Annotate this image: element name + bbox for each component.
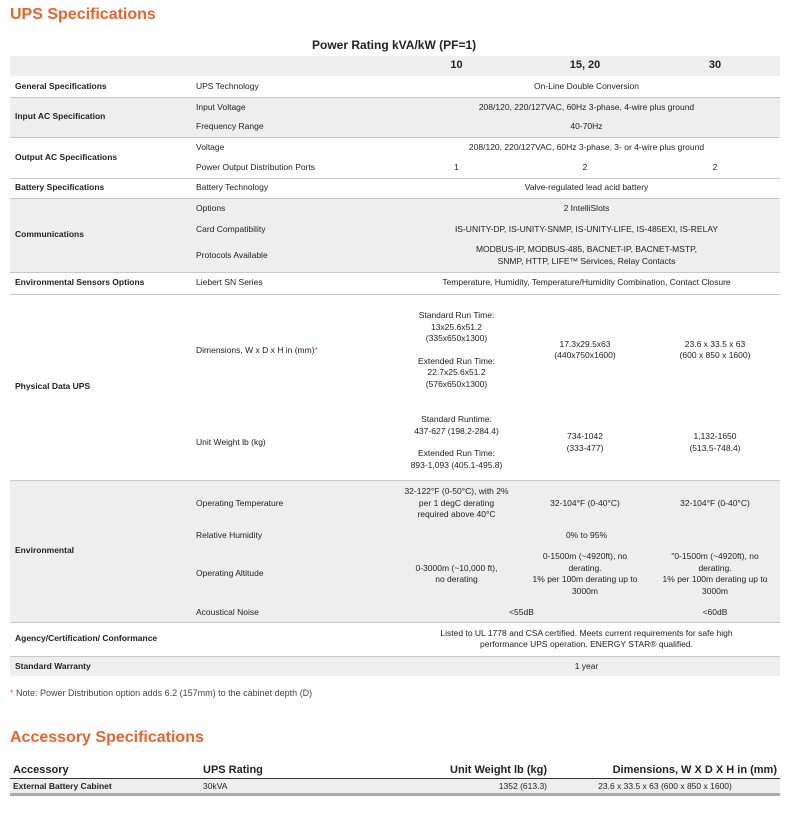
accessory-header-row: Accessory UPS Rating Unit Weight lb (kg) Dimensions, W X D X H in (mm) [10,762,780,779]
column-header-row [10,56,780,76]
ports-row: Power Output Distribution Ports 1 2 2 [196,161,718,172]
col-30: 30 [650,56,780,76]
col-10: 10 [393,56,520,76]
comms-options-row: Communications Options 2 IntelliSlots [10,198,780,219]
accessory-row: External Battery Cabinet 30kVA 1352 (613.3) 23.6 x 33.5 x 63 (600 x 850 x 1600) [10,779,780,795]
altitude-row: Operating Altitude 0-3000m (~10,000 ft), no derating 0-1500m (~4920ft), no derating. 1% per 100m derating up to 3000m "0-1500m (~4920ft), no derating. 1% per 100m derating up to 3000m [10,545,780,603]
protocols-row: Protocols Available MODBUS-IP, MODBUS-485, BACNET-IP, BACNET-MSTP, SNMP, HTTP, LIFE™ Services, Relay Contacts [10,240,780,272]
power-rating-header: Power Rating kVA/kW (PF=1) [312,38,477,52]
op-temp-row: Environmental Operating Temperature 32-122°F (0-50°C), with 2% per 1 degC derating required above 40°C 32-104°F (0-40°C) 32-104°F (0-40°C) [10,480,780,526]
footnote: * Note: Power Distribution option adds 6.2 (157mm) to the cabinet depth (D) [10,688,313,698]
humidity-row: Relative Humidity 0% to 95% [10,526,780,545]
output-voltage-row: Output AC Specifications Voltage 208/120, 220/127VAC, 60Hz 3-phase, 3- or 4-wire plus ground [10,137,780,157]
card-compat-row: Card Compatibility IS-UNITY-DP, IS-UNITY-SNMP, IS-UNITY-LIFE, IS-485EXI, IS-RELAY [10,219,780,240]
accessory-table [10,762,780,796]
env-sensors-row: Environmental Sensors Options Liebert SN Series Temperature, Humidity, Temperature/Humidity Combination, Contact Closure [10,272,780,294]
frequency-row: Frequency Range 40-70Hz [10,117,780,137]
accessory-specifications-title: Accessory Specifications [10,729,204,746]
ups-specifications-title: UPS Specifications [10,6,156,23]
input-voltage-row: Input AC Specification Input Voltage 208/120, 220/127VAC, 60Hz 3-phase, 4-wire plus ground [10,97,780,117]
weight-row: Unit Weight lb (kg) Standard Runtime: 437-627 (198.2-284.4) Extended Run Time: 893-1,093 (405.1-495.8) 734-1042 (333-477) 1,132-1650 (513.5-748.4) [196,414,741,470]
general-row: General Specifications UPS Technology On-Line Double Conversion [15,80,639,91]
battery-row: Battery Specifications Battery Technology Valve-regulated lead acid battery [10,178,780,198]
dimensions-row: Physical Data UPS Dimensions, W x D x H in (mm)* Standard Run Time: 13x25.6x51.2 (335x650x1300) Extended Run Time: 22.7x25.6x51.2 (576x650x1300) 17.3x29.5x63 (440x750x1600) 23.6 x 33.5 x 63 (600 x 850 x 1600) [10,294,780,406]
warranty-row: Standard Warranty 1 year [10,656,780,676]
agency-row: Agency/Certification/ Conformance Listed to UL 1778 and CSA certified. Meets current requirements for safe high performance UPS operation. ENERGY STAR® qualified. [10,622,780,656]
ups-spec-table [10,56,780,676]
col-15-20: 15, 20 [520,56,650,76]
noise-row: Acoustical Noise <55dB <60dB [10,603,780,622]
